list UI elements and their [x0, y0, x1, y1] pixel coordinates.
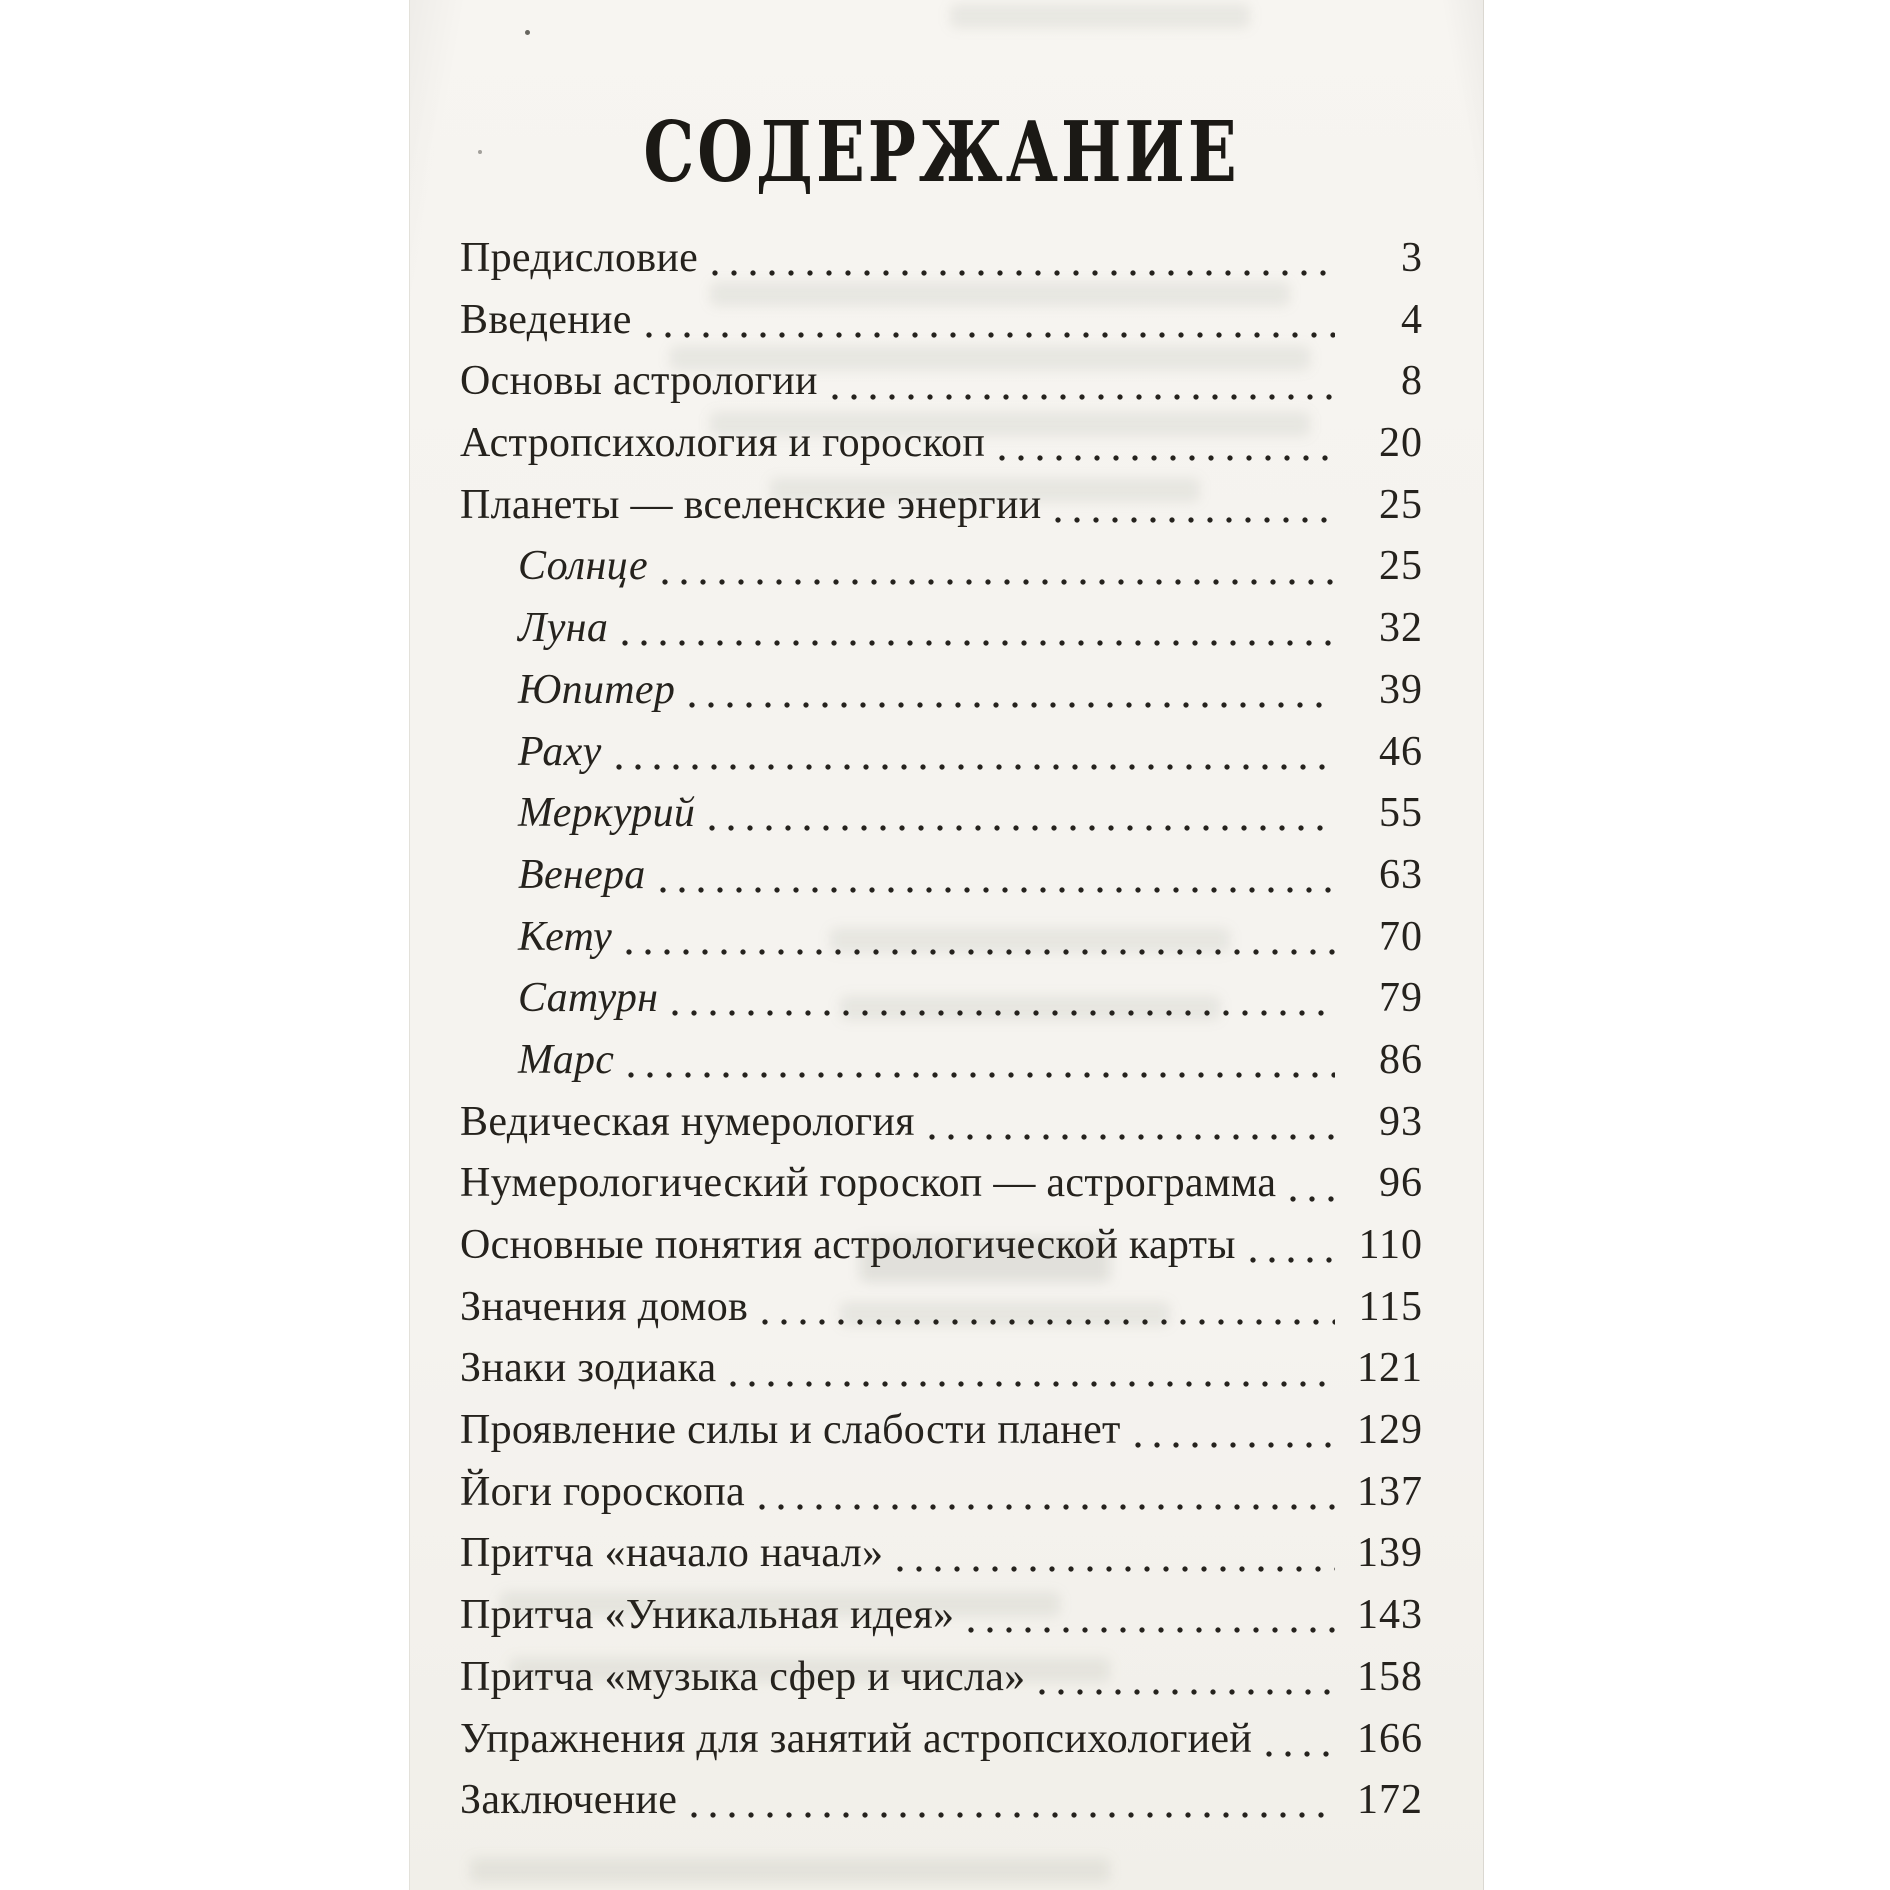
dot-leader	[1290, 1196, 1335, 1202]
toc-entry-page-number: 55	[1379, 790, 1423, 837]
dot-leader	[1039, 1689, 1335, 1695]
toc-entry-row	[460, 783, 1423, 845]
toc-entry-label: Юпитер	[518, 666, 676, 713]
toc-entry-label: Венера	[518, 851, 646, 898]
toc-entry-page-number: 93	[1379, 1098, 1423, 1145]
dot-leader	[672, 1010, 1335, 1016]
toc-entry-label: Луна	[518, 605, 609, 652]
toc-entry-page-number: 79	[1379, 975, 1423, 1022]
toc-entry-label: Планеты — вселенские энергии	[460, 481, 1042, 528]
toc-entry-page-number: 137	[1357, 1468, 1423, 1515]
toc-entry-label: Притча «начало начал»	[460, 1530, 884, 1577]
dot-leader	[999, 455, 1335, 461]
toc-entry-page-number: 139	[1357, 1530, 1423, 1577]
toc-entry-label: Предисловие	[460, 235, 699, 281]
toc-entry-row	[460, 845, 1423, 907]
dust-speck	[525, 30, 530, 35]
toc-entry-row	[460, 1338, 1423, 1400]
toc-entry-row	[460, 536, 1423, 598]
toc-entry-page-number: 96	[1379, 1160, 1423, 1207]
toc-entry-row	[460, 1523, 1423, 1585]
dot-leader	[660, 887, 1335, 893]
toc-entry-page-number: 8	[1401, 358, 1423, 405]
toc-entry-page-number: 4	[1401, 296, 1423, 343]
dot-leader	[968, 1627, 1335, 1633]
page-title: СОДЕРЖАНИЕ	[643, 104, 1240, 202]
dot-leader	[622, 640, 1335, 646]
toc-entry-row	[460, 1462, 1423, 1524]
toc-entry-label: Основные понятия астрологической карты	[460, 1222, 1236, 1268]
dot-leader	[832, 394, 1335, 400]
toc-entry-label: Упражнения для занятий астропсихологией	[460, 1715, 1253, 1762]
toc-entry-label: Проявление силы и слабости планет	[460, 1407, 1121, 1454]
dot-leader	[616, 764, 1335, 770]
toc-entry-page-number: 39	[1379, 666, 1423, 713]
toc-entry-page-number: 86	[1379, 1036, 1423, 1083]
toc-entry-label: Астропсихология и гороскоп	[460, 420, 986, 467]
toc-entry-page-number: 3	[1401, 235, 1423, 281]
toc-entry-page-number: 143	[1357, 1592, 1423, 1639]
toc-entry-label: Знаки зодиака	[460, 1345, 717, 1392]
show-through-artifact	[950, 4, 1250, 28]
dot-leader	[712, 270, 1335, 276]
toc-entry-page-number: 172	[1357, 1777, 1423, 1824]
toc-entry-row	[460, 290, 1423, 352]
toc-entry-page-number: 129	[1357, 1407, 1423, 1454]
dot-leader	[628, 1072, 1335, 1078]
toc-entry-label: Значения домов	[460, 1283, 749, 1330]
toc-entry-page-number: 32	[1379, 605, 1423, 652]
show-through-artifact	[470, 1858, 1110, 1882]
toc-entry-page-number: 63	[1379, 851, 1423, 898]
toc-entry-row	[460, 907, 1423, 969]
toc-entry-row	[460, 660, 1423, 722]
toc-entry-label: Введение	[460, 296, 632, 343]
dot-leader	[1266, 1751, 1335, 1757]
toc-entry-row	[460, 1709, 1423, 1771]
toc-entry-page-number: 121	[1357, 1345, 1423, 1392]
toc-entry-row	[460, 228, 1423, 290]
dot-leader	[689, 702, 1335, 708]
toc-entry-page-number: 46	[1379, 728, 1423, 775]
book-page	[410, 0, 1484, 1890]
toc-entry-row	[460, 1647, 1423, 1709]
toc-entry-row	[460, 1400, 1423, 1462]
toc-entry-label: Солнце	[518, 543, 648, 590]
dot-leader	[1135, 1442, 1335, 1448]
toc-entry-row	[460, 475, 1423, 537]
toc-list	[460, 228, 1423, 1832]
toc-entry-label: Кету	[518, 913, 613, 960]
toc-entry-page-number: 110	[1358, 1222, 1423, 1268]
toc-entry-label: Марс	[518, 1036, 615, 1083]
toc-entry-page-number: 25	[1379, 543, 1423, 590]
toc-entry-row	[460, 1092, 1423, 1154]
toc-entry-row	[460, 413, 1423, 475]
dot-leader	[626, 949, 1335, 955]
dot-leader	[662, 579, 1335, 585]
dot-leader	[691, 1812, 1335, 1818]
toc-entry-label: Притча «музыка сфер и числа»	[460, 1653, 1026, 1700]
dot-leader	[762, 1319, 1335, 1325]
dot-leader	[1055, 517, 1335, 523]
toc-entry-label: Основы астрологии	[460, 358, 818, 405]
toc-entry-row	[460, 1153, 1423, 1215]
toc-entry-page-number: 166	[1357, 1715, 1423, 1762]
dot-leader	[730, 1381, 1335, 1387]
dot-leader	[1250, 1257, 1335, 1263]
toc-entry-label: Нумерологический гороскоп — астрограмма	[460, 1160, 1277, 1207]
dot-leader	[759, 1504, 1335, 1510]
toc-entry-label: Меркурий	[518, 790, 696, 837]
dot-leader	[929, 1134, 1335, 1140]
dot-leader	[709, 825, 1335, 831]
dot-leader	[897, 1566, 1335, 1572]
toc-entry-page-number: 20	[1379, 420, 1423, 467]
toc-entry-label: Ведическая нумерология	[460, 1098, 915, 1145]
toc-entry-row	[460, 598, 1423, 660]
toc-entry-label: Заключение	[460, 1777, 678, 1824]
toc-entry-label: Сатурн	[518, 975, 659, 1022]
toc-entry-row	[460, 722, 1423, 784]
toc-entry-page-number: 25	[1379, 481, 1423, 528]
toc-entry-label: Раху	[518, 728, 602, 775]
dot-leader	[646, 332, 1335, 338]
toc-entry-row	[460, 1277, 1423, 1339]
toc-entry-page-number: 158	[1357, 1653, 1423, 1700]
toc-entry-row	[460, 1215, 1423, 1277]
toc-entry-row	[460, 968, 1423, 1030]
toc-entry-row	[460, 351, 1423, 413]
toc-entry-row	[460, 1585, 1423, 1647]
toc-entry-label: Притча «Уникальная идея»	[460, 1592, 955, 1639]
toc-entry-page-number: 115	[1358, 1283, 1423, 1330]
toc-entry-row	[460, 1030, 1423, 1092]
toc-entry-row	[460, 1770, 1423, 1832]
toc-entry-label: Йоги гороскопа	[460, 1468, 745, 1515]
toc-entry-page-number: 70	[1379, 913, 1423, 960]
